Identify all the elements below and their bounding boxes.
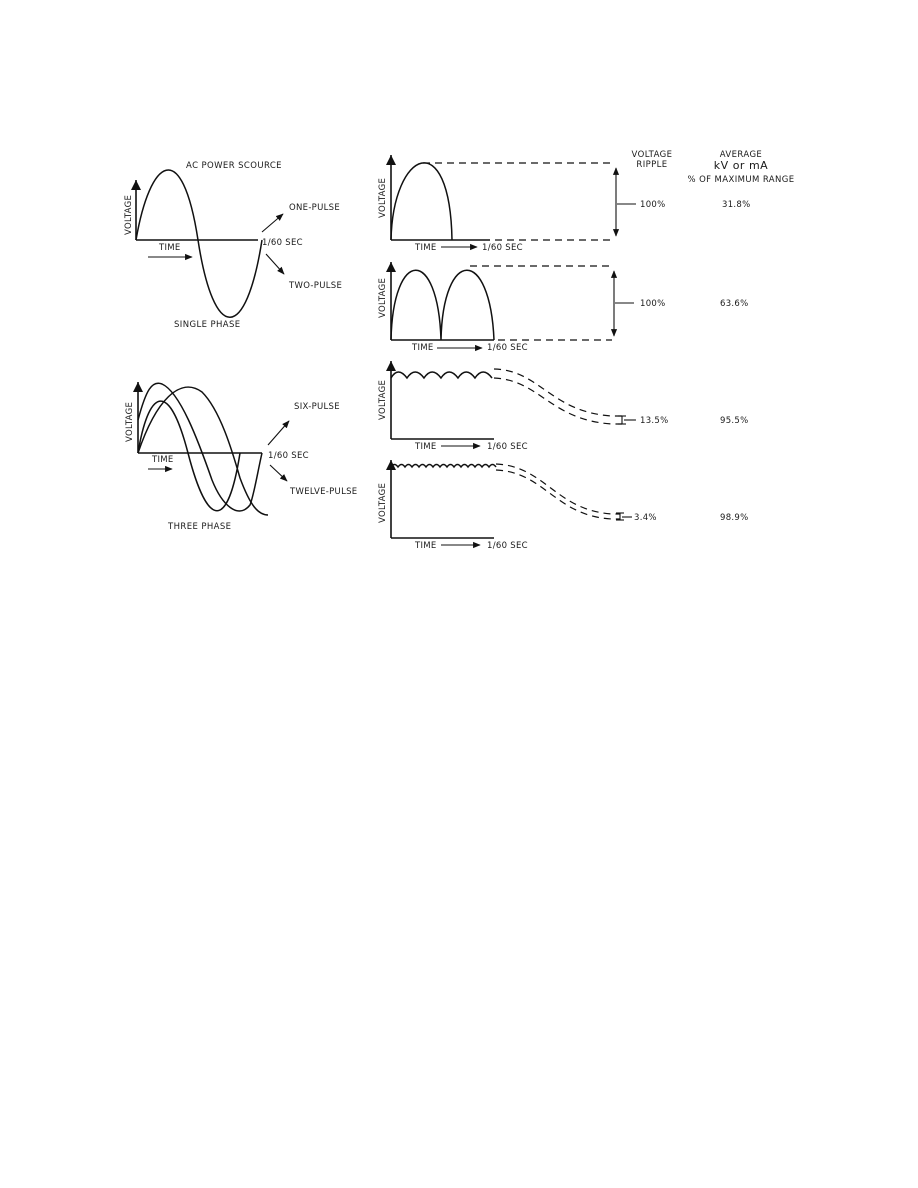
- six-pulse-branch-arrow: [268, 421, 289, 445]
- six-pulse-waveform: [391, 372, 492, 378]
- twelve-pulse-y-label: VOLTAGE: [378, 482, 388, 523]
- single-phase-sine-wave: [136, 170, 262, 317]
- six-pulse-average-value: 95.5%: [720, 416, 749, 426]
- two-pulse-row: [378, 262, 749, 353]
- three-phase-period-label: 1/60 SEC: [268, 451, 309, 461]
- single-phase-y-arrowhead: [131, 180, 141, 190]
- six-pulse-y-label: VOLTAGE: [378, 379, 388, 420]
- six-pulse-period-label: 1/60 SEC: [487, 442, 528, 452]
- average-header-line2: kV or mA: [713, 159, 769, 172]
- two-pulse-average-value: 63.6%: [720, 299, 749, 309]
- six-pulse-row: [378, 361, 749, 452]
- twelve-pulse-period-label: 1/60 SEC: [487, 541, 528, 551]
- six-pulse-ripple-envelope-bottom: [494, 378, 622, 424]
- two-pulse-period-label: 1/60 SEC: [487, 343, 528, 353]
- one-pulse-average-value: 31.8%: [722, 200, 751, 210]
- six-pulse-y-arrowhead: [386, 361, 396, 371]
- six-pulse-ripple-envelope-top: [494, 369, 622, 416]
- one-pulse-x-label: TIME: [415, 243, 437, 253]
- two-pulse-x-label: TIME: [412, 343, 434, 353]
- one-pulse-row: [378, 155, 751, 253]
- average-header-line1: AVERAGE: [719, 150, 763, 160]
- twelve-pulse-branch-arrow: [270, 465, 287, 481]
- three-phase-x-label: TIME: [152, 455, 174, 465]
- two-pulse-ripple-value: 100%: [640, 299, 666, 309]
- two-pulse-waveform: [391, 270, 494, 340]
- six-pulse-x-label: TIME: [415, 442, 437, 452]
- two-pulse-y-arrowhead: [386, 262, 396, 272]
- three-phase-y-arrowhead: [133, 382, 143, 392]
- one-pulse-branch-label: ONE-PULSE: [289, 203, 341, 213]
- average-header-line3: % OF MAXIMUM RANGE: [687, 175, 795, 185]
- ripple-header-line2: RIPPLE: [636, 160, 668, 170]
- ac-power-source-title: AC POWER SCOURCE: [186, 161, 282, 171]
- one-pulse-period-label: 1/60 SEC: [482, 243, 523, 253]
- three-phase-caption: THREE PHASE: [168, 522, 232, 532]
- single-phase-panel: [124, 161, 342, 330]
- twelve-pulse-branch-label: TWELVE-PULSE: [290, 487, 358, 497]
- two-pulse-y-label: VOLTAGE: [378, 277, 388, 318]
- ripple-header-line1: VOLTAGE: [631, 150, 673, 160]
- six-pulse-ripple-value: 13.5%: [640, 416, 669, 426]
- three-phase-y-label: VOLTAGE: [125, 401, 135, 442]
- twelve-pulse-x-label: TIME: [415, 541, 437, 551]
- twelve-pulse-ripple-envelope-top: [496, 464, 620, 514]
- two-pulse-branch-label: TWO-PULSE: [289, 281, 343, 291]
- single-phase-x-label: TIME: [159, 243, 181, 253]
- twelve-pulse-average-value: 98.9%: [720, 513, 749, 523]
- one-pulse-ripple-value: 100%: [640, 200, 666, 210]
- single-phase-y-label: VOLTAGE: [124, 194, 134, 235]
- single-phase-caption: SINGLE PHASE: [174, 320, 241, 330]
- column-headers: [632, 150, 795, 185]
- two-pulse-branch-arrow: [266, 254, 284, 274]
- one-pulse-y-label: VOLTAGE: [378, 177, 388, 218]
- one-pulse-branch-arrow: [262, 214, 283, 232]
- three-phase-panel: [125, 382, 357, 532]
- twelve-pulse-row: [378, 460, 749, 551]
- one-pulse-waveform: [391, 163, 452, 240]
- twelve-pulse-ripple-value: 3.4%: [634, 513, 657, 523]
- one-pulse-y-arrowhead: [386, 155, 396, 165]
- single-phase-period-label: 1/60 SEC: [262, 238, 303, 248]
- twelve-pulse-ripple-envelope-bottom: [496, 470, 620, 519]
- six-pulse-branch-label: SIX-PULSE: [294, 402, 340, 412]
- twelve-pulse-waveform: [391, 465, 496, 468]
